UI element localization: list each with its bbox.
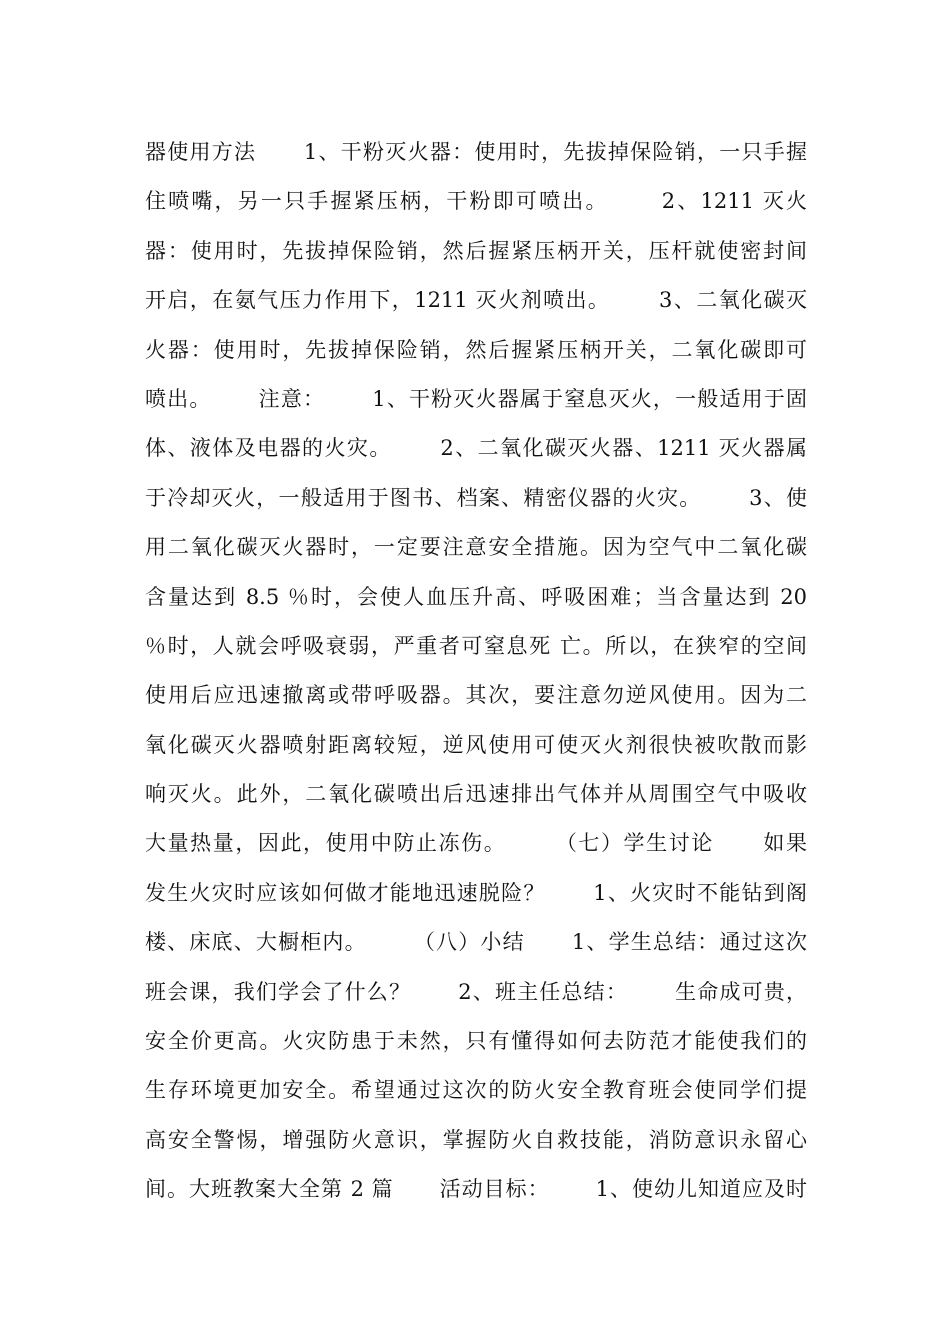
text-line: 用二氧化碳灭火器时，一定要注意安全措施。因为空气中二氧化碳 bbox=[145, 535, 807, 560]
text-line: 发生火灾时应该如何做才能地迅速脱险？ 1、火灾时不能钻到阁 bbox=[145, 880, 807, 905]
text-line: 使用后应迅速撤离或带呼吸器。其次，要注意勿逆风使用。因为二 bbox=[145, 683, 807, 708]
text-line: 大量热量，因此，使用中防止冻伤。 （七）学生讨论 如果 bbox=[145, 831, 807, 856]
text-line: 安全价更高。火灾防患于未然，只有懂得如何去防范才能使我们的 bbox=[145, 1029, 807, 1054]
text-line: 氧化碳灭火器喷射距离较短，逆风使用可使灭火剂很快被吹散而影 bbox=[145, 732, 807, 757]
text-line: 于冷却灭火，一般适用于图书、档案、精密仪器的火灾。 3、使 bbox=[145, 485, 807, 510]
text-line: 响灭火。此外，二氧化碳喷出后迅速排出气体并从周围空气中吸收 bbox=[145, 782, 807, 807]
text-line: ％时，人就会呼吸衰弱，严重者可窒息死 亡。所以，在狭窄的空间 bbox=[145, 633, 807, 658]
text-line: 器：使用时，先拔掉保险销，然后握紧压柄开关，压杆就使密封间 bbox=[145, 238, 807, 263]
text-line: 开启，在氨气压力作用下，1211 灭火剂喷出。 3、二氧化碳灭 bbox=[145, 288, 807, 313]
body-text bbox=[145, 128, 807, 1215]
text-line: 含量达到 8.5 ％时，会使人血压升高、呼吸困难；当含量达到 20 bbox=[145, 584, 807, 609]
text-line: 高安全警惕，增强防火意识，掌握防火自救技能，消防意识永留心 bbox=[145, 1127, 807, 1152]
text-line: 器使用方法 1、干粉灭火器：使用时，先拔掉保险销，一只手握 bbox=[145, 140, 807, 164]
text-line: 生存环境更加安全。希望通过这次的防火安全教育班会使同学们提 bbox=[145, 1078, 807, 1103]
text-line: 喷出。 注意： 1、干粉灭火器属于窒息灭火，一般适用于固 bbox=[145, 386, 807, 411]
text-line: 间。大班教案大全第 2 篇 活动目标： 1、使幼儿知道应及时 bbox=[145, 1177, 807, 1202]
text-line: 住喷嘴，另一只手握紧压柄，干粉即可喷出。 2、1211 灭火 bbox=[145, 189, 807, 214]
text-line: 班会课，我们学会了什么？ 2、班主任总结： 生命成可贵， bbox=[145, 979, 807, 1004]
text-line: 火器：使用时，先拔掉保险销，然后握紧压柄开关，二氧化碳即可 bbox=[145, 337, 807, 362]
text-line: 楼、床底、大橱柜内。 （八）小结 1、学生总结：通过这次 bbox=[145, 930, 807, 955]
text-line: 体、液体及电器的火灾。 2、二氧化碳灭火器、1211 灭火器属 bbox=[145, 436, 807, 461]
